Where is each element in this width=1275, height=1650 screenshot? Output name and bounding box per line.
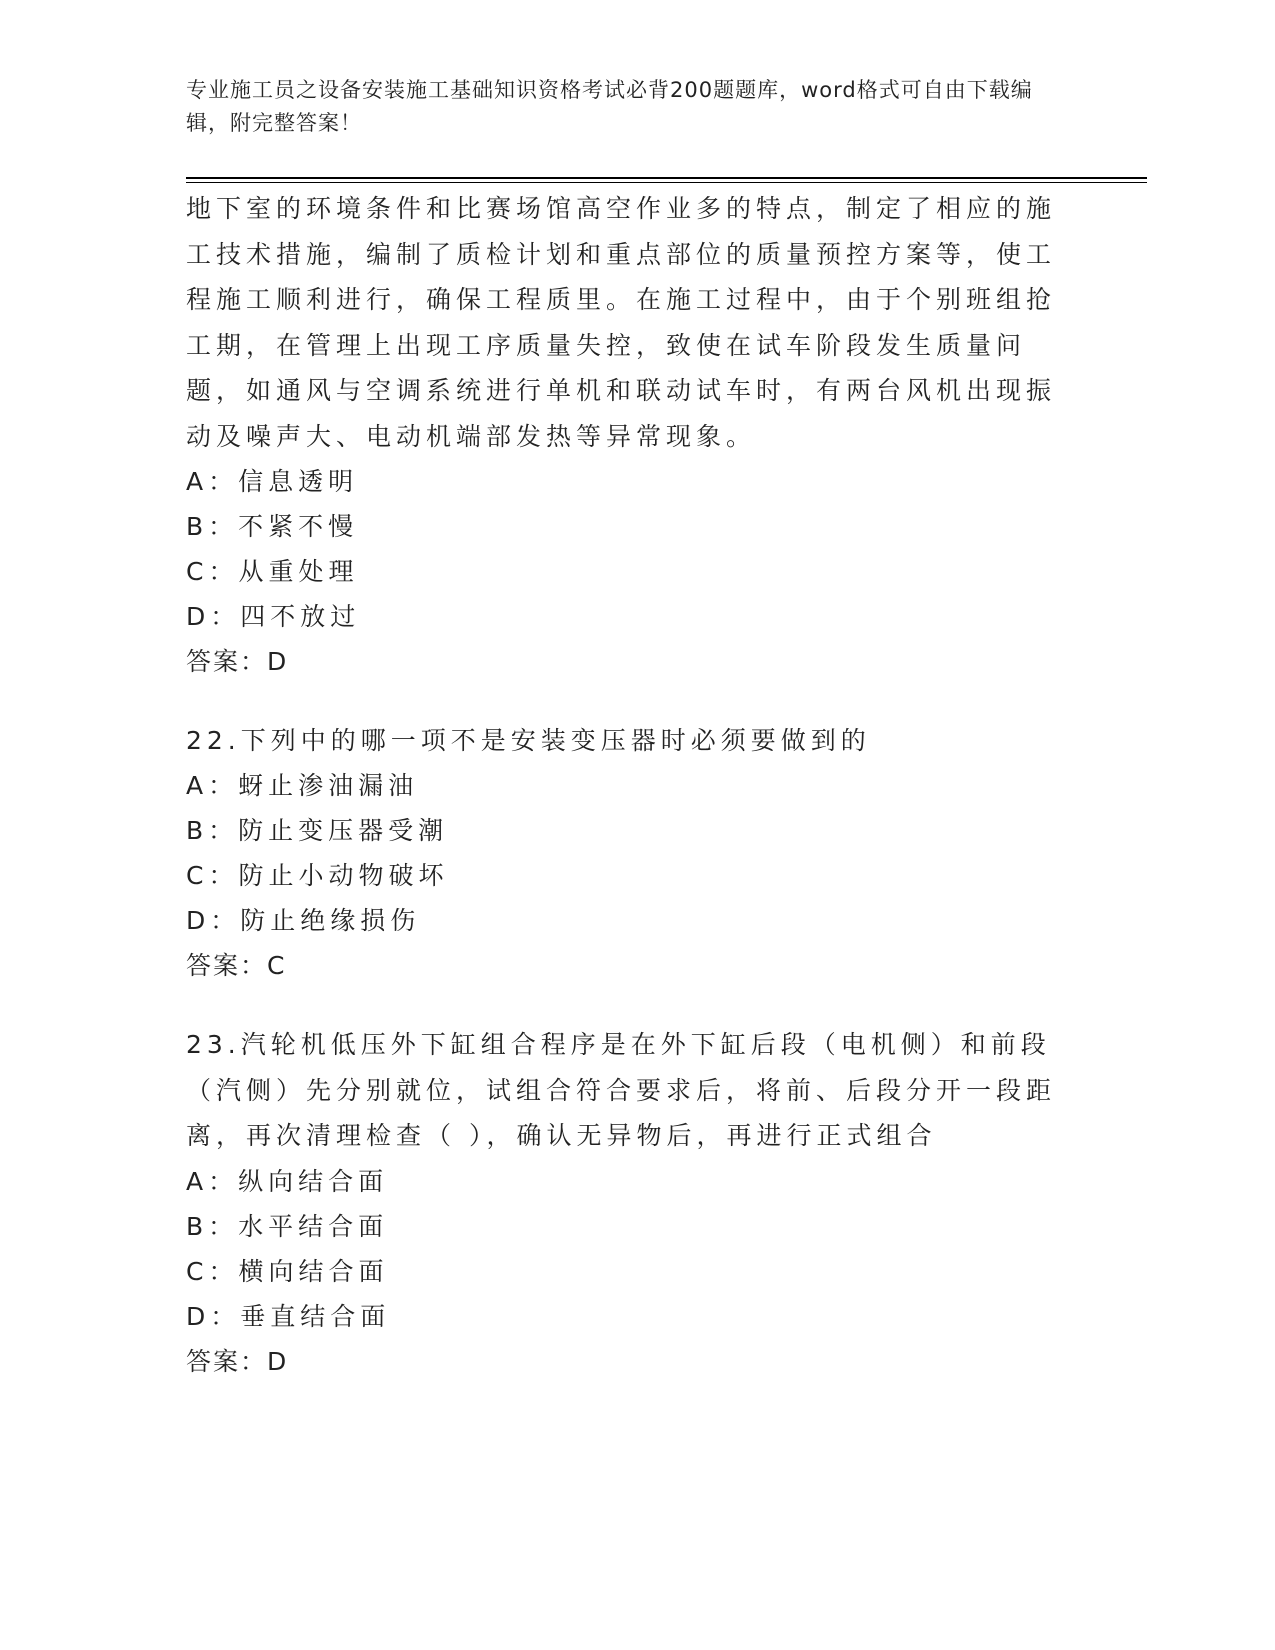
option-a: A：纵向结合面 [186, 1166, 389, 1196]
option-b: B：不紧不慢 [186, 512, 359, 541]
option-d: D：防止绝缘损伤 [186, 906, 421, 935]
answer: 答案：C [186, 951, 287, 980]
spacer [186, 988, 1086, 1022]
option-d: D：四不放过 [186, 602, 361, 631]
option-d: D：垂直结合面 [186, 1301, 391, 1331]
question-stem: 22.下列中的哪一项不是安装变压器时必须要做到的 [186, 726, 871, 755]
option-c: C：防止小动物破坏 [186, 861, 449, 890]
question-stem: 23.汽轮机低压外下缸组合程序是在外下缸后段（电机侧）和前段（汽侧）先分别就位，试组合符合要求后，将前、后段分开一段距离，再次清理检查（ ），确认无异物后，再进行正式组合 [186, 1030, 1057, 1150]
question-stem: 地下室的环境条件和比赛场馆高空作业多的特点，制定了相应的施工技术措施，编制了质检计划和重点部位的质量预控方案等，使工程施工顺利进行，确保工程质里。在施工过程中，由于个别班组抢工期，在管理上出现工序质量失控，致使在试车阶段发生质量问题，如通风与空调系统进行单机和联动试车时，有两台风机出现振动及噪声大、电动机端部发热等异常现象。 [186, 194, 1057, 451]
option-c: C：从重处理 [186, 557, 359, 586]
option-b: B：防止变压器受潮 [186, 816, 449, 845]
answer: 答案：D [186, 647, 289, 676]
document-header: 专业施工员之设备安装施工基础知识资格考试必背200题题库，word格式可自由下载编辑，附完整答案！ [186, 78, 1033, 135]
question-22 [186, 718, 1086, 988]
option-b: B：水平结合面 [186, 1211, 389, 1241]
answer: 答案：D [186, 1346, 289, 1376]
option-c: C：横向结合面 [186, 1256, 389, 1286]
option-a: A：蚜止渗油漏油 [186, 771, 419, 800]
header-divider-thin [186, 182, 1147, 183]
spacer [186, 684, 1086, 718]
option-a: A：信息透明 [186, 467, 359, 496]
header-divider-thick [186, 177, 1147, 179]
question-21 [186, 186, 1086, 684]
question-23 [186, 1022, 1086, 1384]
questions-content [186, 186, 1086, 1384]
